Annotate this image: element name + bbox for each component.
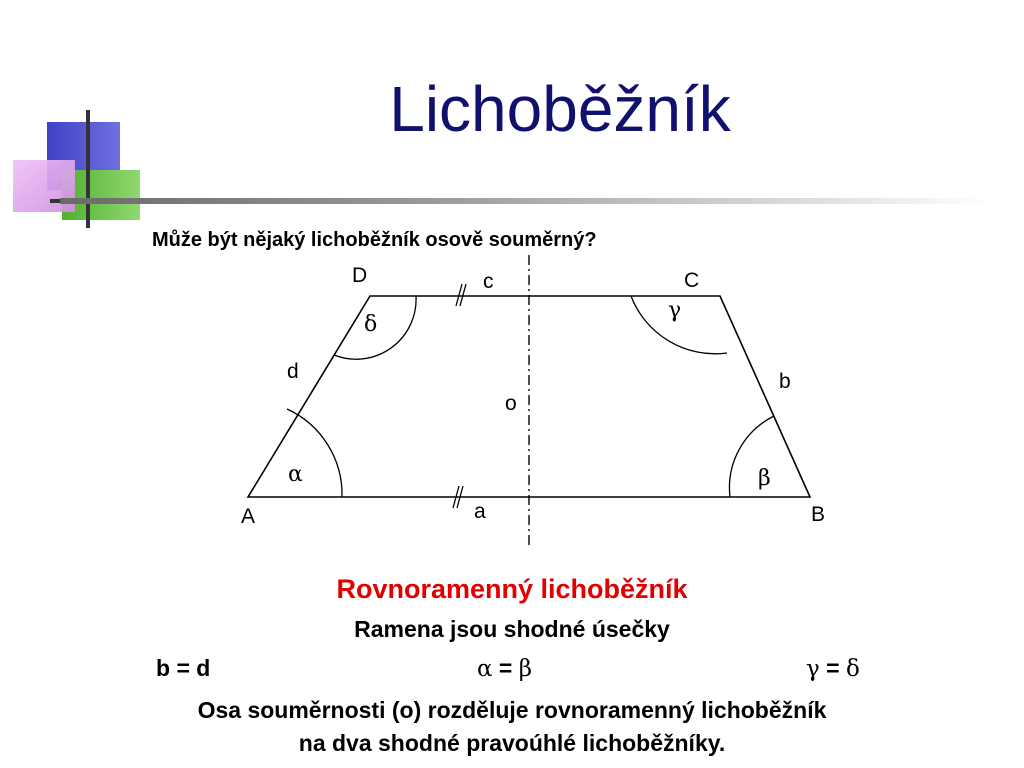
equation-alpha-equals-beta (477, 655, 532, 682)
eq-delta-symbol: δ (845, 656, 860, 682)
conclusion-line-1: Osa souměrnosti (o) rozděluje rovnoramenný lichoběžník (197, 697, 827, 723)
side-label-c: c (483, 270, 494, 293)
equation-gamma-equals-delta (806, 655, 860, 682)
vertex-label-b: B (811, 503, 826, 526)
eq-alpha-symbol: α (477, 656, 493, 682)
eq-equals-sign: = (492, 655, 519, 681)
side-label-b: b (779, 370, 791, 393)
side-label-a: a (474, 500, 486, 523)
equation-b-equals-d: b = d (156, 655, 211, 681)
angle-label-gamma: γ (668, 298, 682, 323)
eq-gamma-symbol: γ (806, 656, 820, 682)
question-text: Může být nějaký lichoběžník osově souměrný? (152, 229, 597, 251)
eq-beta-symbol: β (518, 656, 533, 682)
angle-label-beta: β (758, 466, 771, 491)
subheading-legs-equal: Ramena jsou shodné úsečky (354, 616, 670, 642)
vertex-label-a: A (241, 505, 256, 528)
vertex-label-c: C (684, 269, 700, 292)
axis-label-o: o (505, 392, 517, 415)
vertex-label-d: D (352, 264, 368, 287)
slide-title: Lichoběžník (389, 73, 731, 145)
side-label-d: d (287, 360, 299, 383)
angle-label-alpha: α (288, 462, 303, 487)
eq-equals-sign: = (819, 655, 846, 681)
conclusion-text (0, 694, 1024, 760)
heading-isosceles-trapezoid: Rovnoramenný lichoběžník (336, 574, 688, 604)
conclusion-line-2: na dva shodné pravoúhlé lichoběžníky. (298, 730, 726, 756)
angle-label-delta: δ (364, 312, 378, 337)
